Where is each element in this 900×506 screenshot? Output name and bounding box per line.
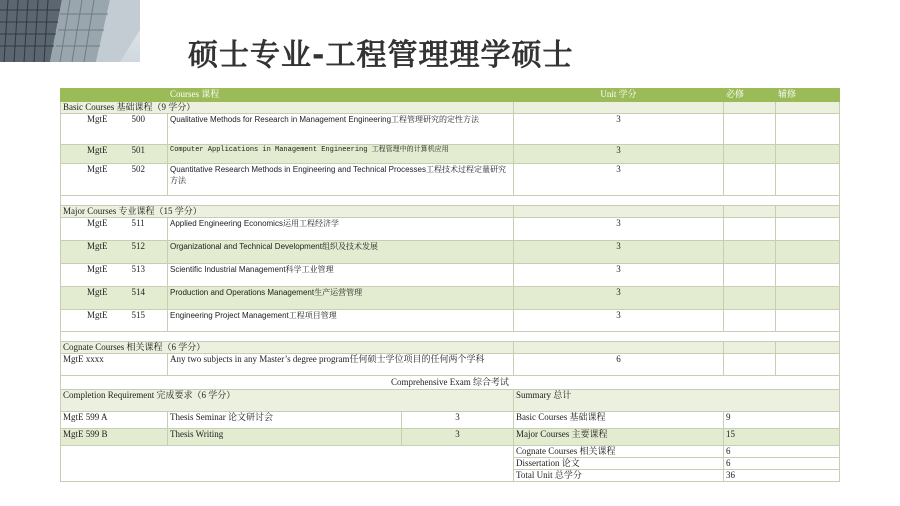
major-section-label: Major Courses 专业课程（15 学分） (61, 206, 514, 218)
course-unit: 3 (514, 287, 724, 310)
table-row (61, 218, 840, 241)
course-dept: MgtE (87, 310, 108, 320)
completion-label: Completion Requirement 完成要求（6 学分） (61, 390, 514, 412)
thesis-name: Thesis Writing (168, 429, 402, 446)
summary-name: Total Unit 总学分 (514, 470, 724, 482)
thesis-unit: 3 (402, 412, 514, 429)
summary-value: 6 (724, 458, 840, 470)
spacer-row (61, 332, 840, 342)
table-row (61, 412, 840, 429)
course-dept: MgtE (87, 164, 108, 174)
course-number: 501 (131, 145, 146, 155)
course-unit: 3 (514, 310, 724, 332)
course-name: Engineering Project Management工程项目管理 (168, 310, 514, 332)
course-name: Production and Operations Management生产运营管理 (168, 287, 514, 310)
summary-name: Basic Courses 基础课程 (514, 412, 724, 429)
table-row (61, 310, 840, 332)
course-dept: MgtE (87, 114, 108, 124)
course-unit: 3 (514, 264, 724, 287)
thesis-code: MgtE 599 B (61, 429, 168, 446)
thesis-unit: 3 (402, 429, 514, 446)
course-name: Scientific Industrial Management科学工业管理 (168, 264, 514, 287)
summary-value: 6 (724, 446, 840, 458)
course-number: 511 (131, 218, 145, 228)
table-header (61, 89, 840, 102)
course-number: 500 (131, 114, 146, 124)
course-number: 514 (131, 287, 146, 297)
course-number: 513 (131, 264, 146, 274)
basic-section-label: Basic Courses 基础课程（9 学分） (61, 102, 514, 114)
course-unit: 3 (514, 145, 724, 164)
course-number: 515 (131, 310, 146, 320)
table-row (61, 145, 840, 164)
basic-section-header (61, 102, 840, 114)
header-elective: 辅修 (776, 89, 840, 102)
course-dept: MgtE (87, 264, 108, 274)
header-unit: Unit 学分 (514, 89, 724, 102)
course-dept: MgtE (87, 241, 108, 251)
summary-label: Summary 总计 (514, 390, 840, 412)
course-dept: MgtE (87, 218, 108, 228)
cognate-section-label: Cognate Courses 相关课程（6 学分） (61, 342, 514, 354)
course-number: 502 (131, 164, 146, 174)
table-row (61, 354, 840, 376)
summary-value: 36 (724, 470, 840, 482)
course-name: Qualitative Methods for Research in Management Engineering工程管理研究的定性方法 (168, 114, 514, 145)
spacer-row (61, 196, 840, 206)
course-unit: 3 (514, 164, 724, 196)
cognate-code: MgtE xxxx (61, 354, 168, 376)
empty-cell (61, 446, 514, 482)
table-row (61, 114, 840, 145)
major-section-header (61, 206, 840, 218)
header-course: Courses 课程 (168, 89, 514, 102)
table-row (61, 264, 840, 287)
table-row (61, 241, 840, 264)
course-name: Quantitative Research Methods in Engineering and Technical Processes工程技术过程定量研究方法 (168, 164, 514, 196)
course-unit: 3 (514, 241, 724, 264)
table-row (61, 164, 840, 196)
completion-header-row (61, 390, 840, 412)
summary-value: 15 (724, 429, 840, 446)
cognate-section-header (61, 342, 840, 354)
comprehensive-exam: Comprehensive Exam 综合考试 (61, 376, 840, 390)
corner-building-image (0, 0, 140, 62)
summary-name: Cognate Courses 相关课程 (514, 446, 724, 458)
course-number: 512 (131, 241, 146, 251)
course-dept: MgtE (87, 287, 108, 297)
header-required: 必修 (724, 89, 776, 102)
course-table (60, 88, 840, 482)
page-title: 硕士专业-工程管理理学硕士 (188, 38, 574, 73)
course-dept: MgtE (87, 145, 108, 155)
course-unit: 3 (514, 218, 724, 241)
summary-value: 9 (724, 412, 840, 429)
thesis-name: Thesis Seminar 论文研讨会 (168, 412, 402, 429)
exam-row (61, 376, 840, 390)
table-row (61, 429, 840, 446)
thesis-code: MgtE 599 A (61, 412, 168, 429)
course-unit: 3 (514, 114, 724, 145)
course-name: Computer Applications in Management Engineering 工程管理中的计算机应用 (168, 145, 514, 164)
table-row (61, 446, 840, 458)
table-row (61, 287, 840, 310)
course-name: Applied Engineering Economics运用工程经济学 (168, 218, 514, 241)
summary-name: Dissertation 论文 (514, 458, 724, 470)
summary-name: Major Courses 主要课程 (514, 429, 724, 446)
course-name: Organizational and Technical Development组织及技术发展 (168, 241, 514, 264)
cognate-unit: 6 (514, 354, 724, 376)
cognate-description: Any two subjects in any Master’s degree program任何硕士学位项目的任何两个学科 (168, 354, 514, 376)
